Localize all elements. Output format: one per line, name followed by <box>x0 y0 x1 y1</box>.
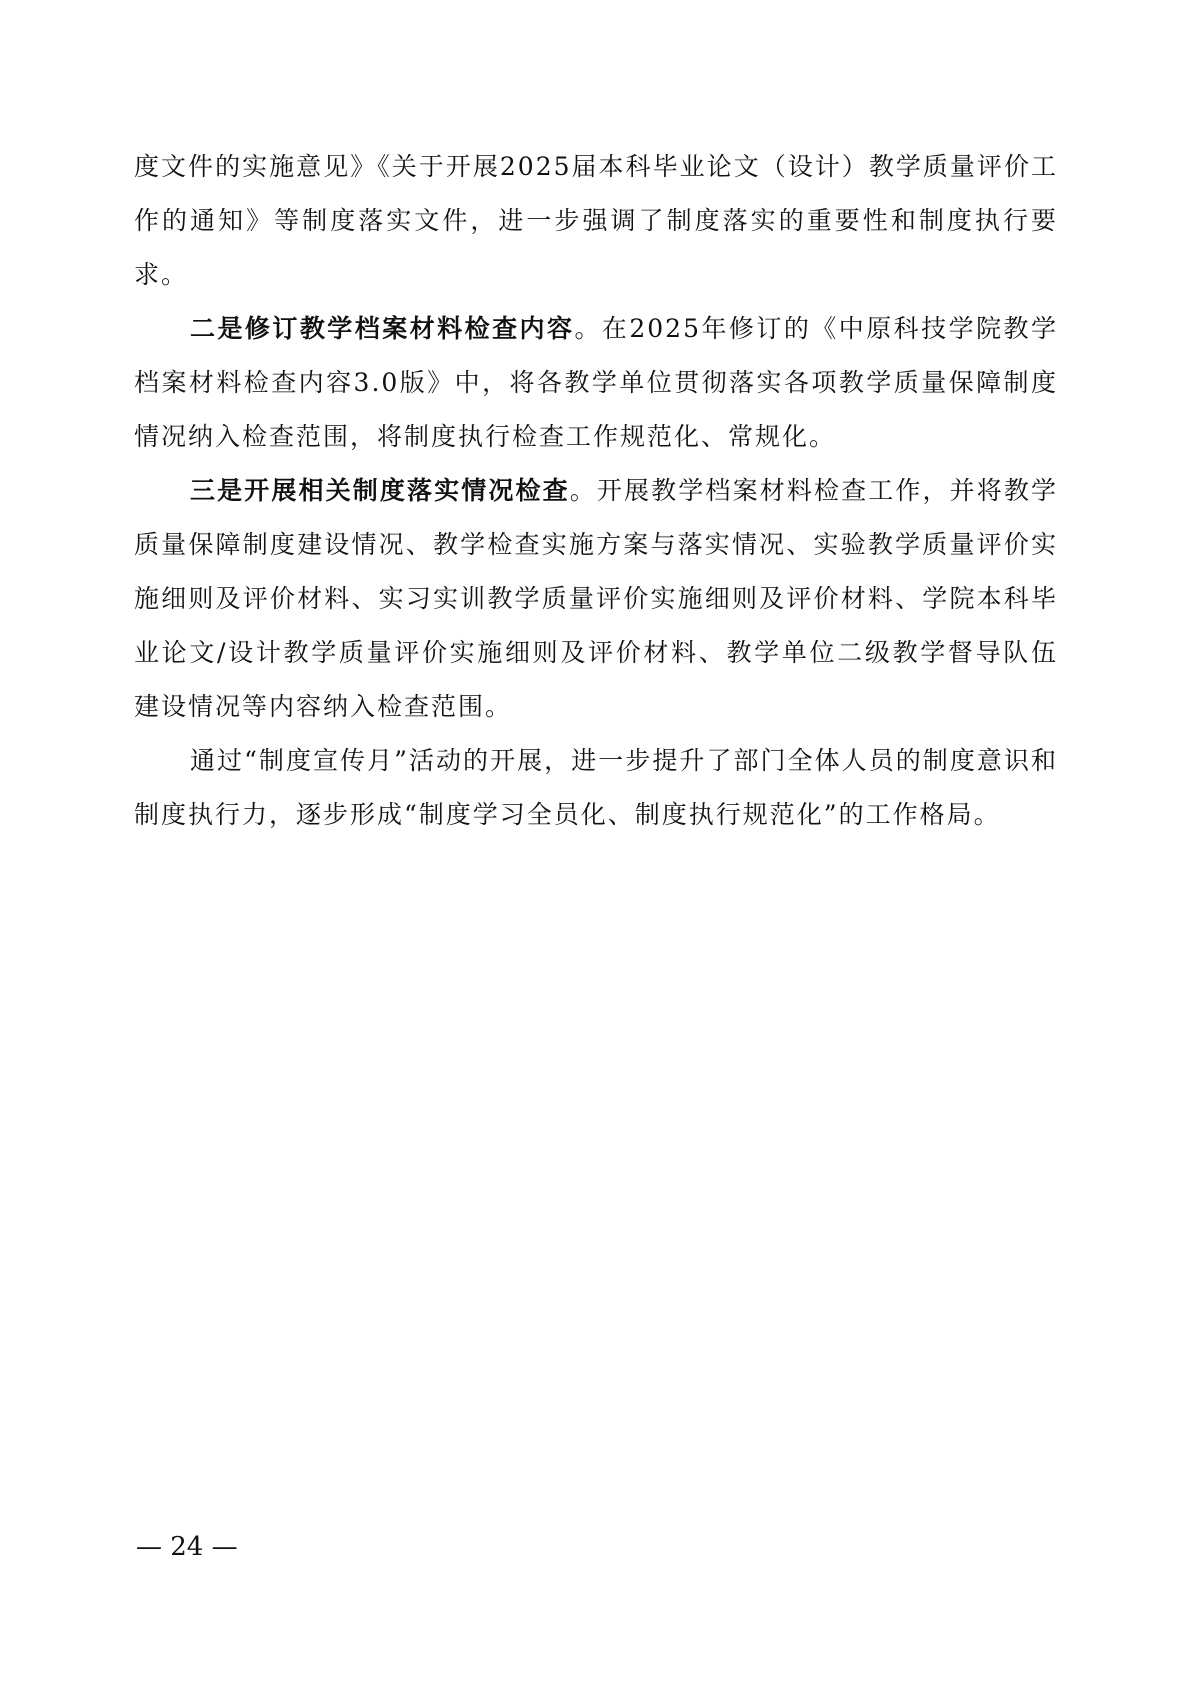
paragraph-revise-archive-check <box>134 302 1058 464</box>
paragraph-continuation <box>134 140 1058 302</box>
paragraph-conclusion <box>134 734 1058 842</box>
paragraph-lead-heading: 二是修订教学档案材料检查内容 <box>190 314 575 343</box>
document-body <box>134 140 1058 842</box>
paragraph-text: 度文件的实施意见》《关于开展2025届本科毕业论文（设计）教学质量评价工作的通知》等制度落实文件，进一步强调了制度落实的重要性和制度执行要求。 <box>134 152 1058 289</box>
paragraph-implementation-check <box>134 464 1058 734</box>
paragraph-text: 。在2025年修订的《中原科技学院教学档案材料检查内容3.0版》中，将各教学单位贯彻落实各项教学质量保障制度情况纳入检查范围，将制度执行检查工作规范化、常规化。 <box>134 314 1058 451</box>
paragraph-text: 。开展教学档案材料检查工作，并将教学质量保障制度建设情况、教学检查实施方案与落实情况、实验教学质量评价实施细则及评价材料、实习实训教学质量评价实施细则及评价材料、学院本科毕业论文/设计教学质量评价实施细则及评价材料、教学单位二级教学督导队伍建设情况等内容纳入检查范围。 <box>134 476 1058 721</box>
paragraph-lead-heading: 三是开展相关制度落实情况检查 <box>190 476 570 505</box>
paragraph-text: 通过“制度宣传月”活动的开展，进一步提升了部门全体人员的制度意识和制度执行力，逐步形成“制度学习全员化、制度执行规范化”的工作格局。 <box>134 746 1058 829</box>
page-number: — 24 — <box>136 1532 238 1562</box>
